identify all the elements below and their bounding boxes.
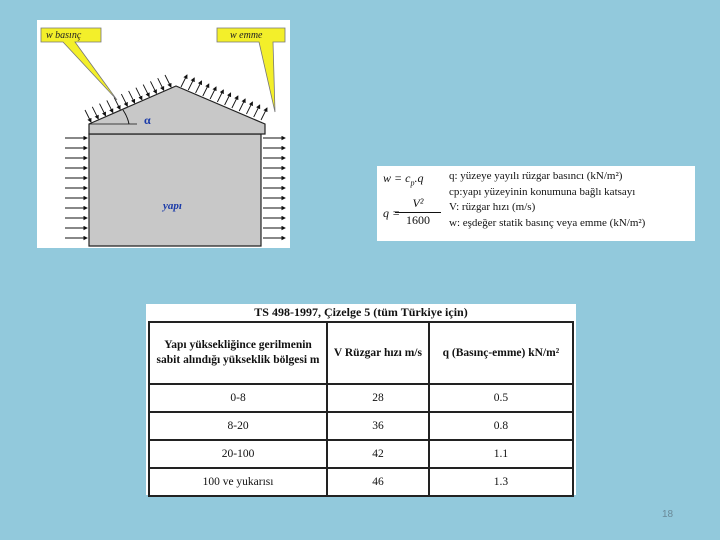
roof	[89, 86, 265, 134]
load-arrow	[239, 99, 245, 111]
header-pressure: q (Basınç-emme) kN/m²	[429, 322, 573, 384]
load-arrow	[143, 85, 149, 97]
load-arrow	[225, 93, 231, 105]
q-equation-label: q =	[383, 206, 401, 220]
load-arrow	[121, 94, 127, 106]
load-arrow	[203, 84, 209, 96]
load-arrow	[261, 108, 267, 120]
load-arrow	[136, 88, 142, 100]
header-height: Yapı yüksekliğince gerilmenin sabit alındığı yükseklik bölgesi m	[149, 322, 327, 384]
table-row: 100 ve yukarısı 46 1.3	[149, 468, 573, 496]
load-arrow	[158, 78, 164, 90]
angle-label: α	[144, 113, 151, 127]
load-arrow	[232, 96, 238, 108]
formula-box	[377, 166, 695, 241]
wind-speed-table	[148, 321, 574, 497]
load-arrow	[165, 75, 171, 87]
load-arrow	[188, 78, 194, 90]
formula-definitions	[449, 169, 693, 231]
table-row: 8-20 36 0.8	[149, 412, 573, 440]
load-arrow	[246, 102, 252, 114]
body-label: yapı	[163, 200, 182, 212]
wall-right-arrows	[263, 138, 285, 238]
callout-pressure-label: w basınç	[46, 30, 82, 41]
callout-suction-label: w emme	[230, 30, 263, 41]
load-arrow	[254, 105, 260, 117]
page-number: 18	[662, 509, 674, 520]
table-row: 0-8 28 0.5	[149, 384, 573, 412]
load-arrow	[217, 90, 223, 102]
table-row: 20-100 42 1.1	[149, 440, 573, 468]
q-fraction: $\frac{\text{V²}}{1600}$	[395, 196, 441, 228]
def-q: q: yüzeye yayılı rüzgar basıncı (kN/m²)	[449, 170, 623, 182]
load-arrow	[181, 75, 187, 87]
load-arrow	[114, 97, 120, 109]
def-cp: cp:yapı yüzeyinin konumuna bağlı katsayı	[449, 185, 636, 198]
load-arrow	[196, 81, 202, 93]
load-arrow	[100, 104, 106, 116]
load-arrow	[150, 81, 156, 93]
header-speed: V Rüzgar hızı m/s	[327, 322, 429, 384]
wind-load-figure	[37, 20, 290, 248]
load-arrow	[210, 87, 216, 99]
building-body	[89, 134, 261, 246]
formula-equations	[383, 170, 447, 227]
def-w: w: eşdeğer statik basınç veya emme (kN/m²)	[449, 216, 646, 229]
wall-left-arrows	[65, 138, 87, 238]
def-v: V: rüzgar hızı (m/s)	[449, 201, 536, 213]
w-equation: $w = c_p.q$	[383, 171, 424, 188]
wind-table	[146, 304, 576, 495]
load-arrow	[92, 107, 98, 119]
building-diagram	[37, 20, 290, 248]
load-arrow	[85, 110, 91, 122]
table-title: TS 498-1997, Çizelge 5 (tüm Türkiye için)	[254, 305, 468, 319]
load-arrow	[107, 100, 113, 112]
load-arrow	[129, 91, 135, 103]
